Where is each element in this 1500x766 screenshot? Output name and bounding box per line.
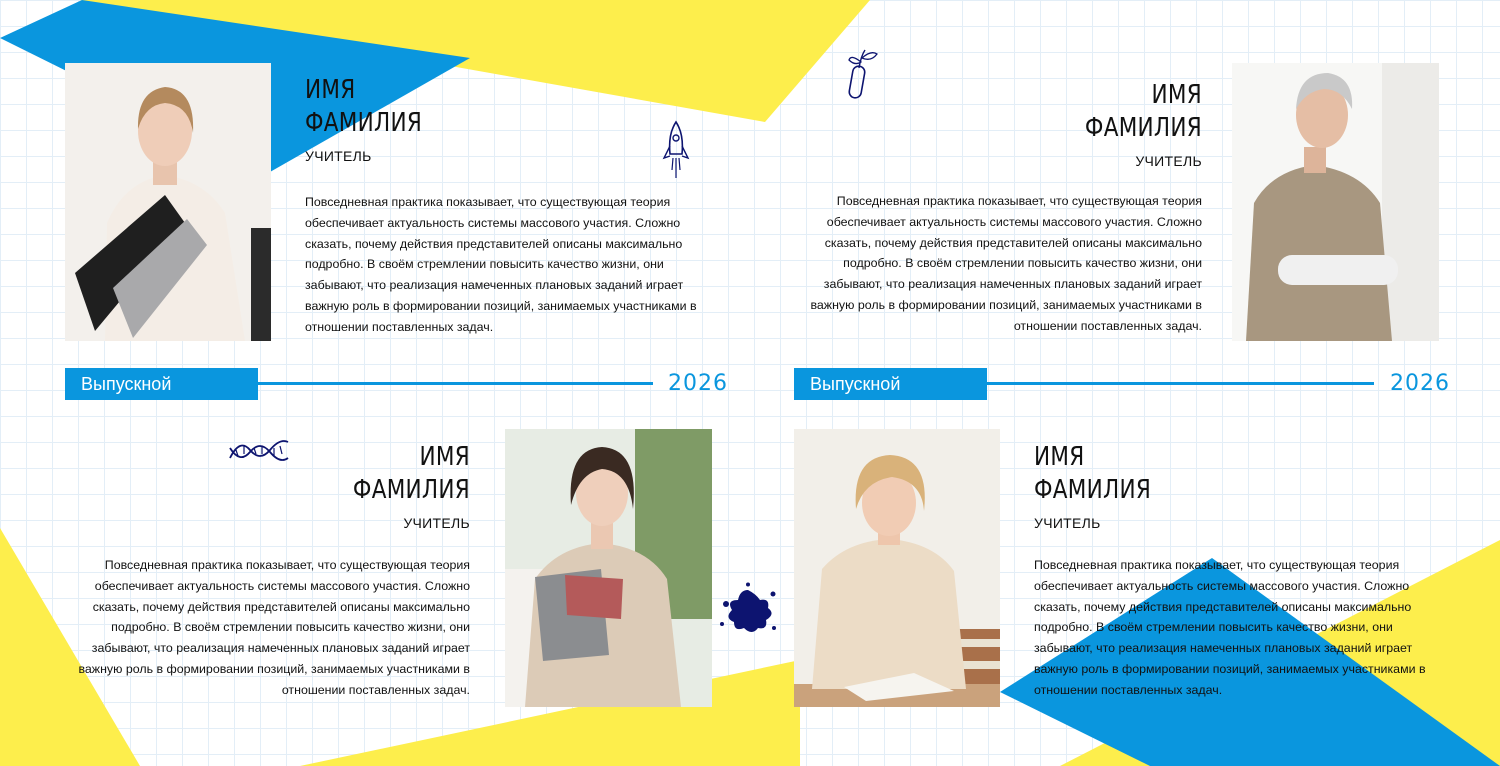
profile-role: УЧИТЕЛЬ — [305, 148, 372, 164]
profile-name — [305, 74, 691, 140]
teacher-photo-2 — [1232, 63, 1439, 341]
teacher-photo-3 — [505, 429, 712, 707]
teacher-photo-1 — [65, 63, 271, 341]
profile-card-4 — [1034, 441, 1454, 701]
graduation-band-right — [794, 368, 1450, 400]
description-line: подробно. В своём стремлении повысить качество жизни, они — [843, 256, 1202, 271]
description-line: важную роль в формировании позиций, занимаемых участниками в — [810, 297, 1202, 312]
dna-icon — [228, 436, 290, 464]
description-line: забывают, что реализация намеченных плановых заданий играет — [1034, 641, 1413, 656]
band-divider-line — [987, 382, 1374, 385]
profile-first-name: ИМЯ — [1151, 80, 1202, 110]
band-label: Выпускной — [65, 368, 258, 400]
profile-card-1 — [305, 74, 725, 338]
description-line: отношении поставленных задач. — [305, 319, 494, 334]
profile-name — [1034, 441, 1420, 507]
description-line: обеспечивает актуальность системы массового участия. Сложно — [305, 215, 681, 230]
description-line: отношении поставленных задач. — [1013, 318, 1202, 333]
description-line: забывают, что реализация намеченных плановых заданий играет — [91, 641, 470, 656]
profile-role: УЧИТЕЛЬ — [1034, 515, 1101, 531]
plant-test-tube-icon — [843, 44, 883, 102]
profile-first-name: ИМЯ — [1034, 442, 1085, 472]
profile-last-name: ФАМИЛИЯ — [305, 108, 423, 138]
description-line: подробно. В своём стремлении повысить качество жизни, они — [111, 620, 470, 635]
description-line: сказать, почему действия представителей описаны максимально — [92, 599, 470, 614]
description-line: подробно. В своём стремлении повысить качество жизни, они — [1034, 620, 1393, 635]
description-line: Повседневная практика показывает, что существующая теория — [1034, 558, 1400, 572]
description-line: важную роль в формировании позиций, занимаемых участниками в — [1034, 661, 1426, 676]
description-line: сказать, почему действия представителей описаны максимально — [1034, 599, 1412, 614]
band-label: Выпускной — [794, 368, 987, 400]
profile-card-3 — [50, 441, 470, 701]
profile-role: УЧИТЕЛЬ — [1135, 153, 1202, 169]
description-line: сказать, почему действия представителей описаны максимально — [824, 235, 1202, 250]
profile-card-2 — [782, 79, 1202, 337]
profile-first-name: ИМЯ — [419, 442, 470, 472]
graduation-band-left — [65, 368, 728, 400]
description-line: Повседневная практика показывает, что существующая теория — [104, 558, 470, 572]
profile-last-name: ФАМИЛИЯ — [352, 475, 470, 505]
description-line: Повседневная практика показывает, что существующая теория — [305, 195, 671, 209]
profile-role: УЧИТЕЛЬ — [403, 515, 470, 531]
profile-description — [305, 192, 725, 338]
band-divider-line — [258, 382, 653, 385]
profile-description — [1034, 555, 1454, 701]
description-line: важную роль в формировании позиций, занимаемых участниками в — [305, 298, 697, 313]
ink-splat-icon — [718, 582, 780, 640]
description-line: Повседневная практика показывает, что существующая теория — [836, 194, 1202, 208]
description-line: обеспечивает актуальность системы массового участия. Сложно — [1034, 578, 1410, 593]
description-line: сказать, почему действия представителей описаны максимально — [305, 236, 683, 251]
description-line: отношении поставленных задач. — [281, 682, 470, 697]
profile-description — [50, 555, 470, 701]
profile-first-name: ИМЯ — [305, 75, 356, 105]
profile-last-name: ФАМИЛИЯ — [1034, 475, 1152, 505]
description-line: обеспечивает актуальность системы массового участия. Сложно — [94, 578, 470, 593]
profile-description — [782, 191, 1202, 337]
teacher-photo-4 — [794, 429, 1000, 707]
description-line: подробно. В своём стремлении повысить качество жизни, они — [305, 257, 664, 272]
description-line: обеспечивает актуальность системы массового участия. Сложно — [826, 214, 1202, 229]
band-year: 2026 — [1390, 371, 1450, 396]
profile-last-name: ФАМИЛИЯ — [1084, 113, 1202, 143]
description-line: забывают, что реализация намеченных плановых заданий играет — [305, 278, 684, 293]
rocket-icon — [660, 120, 692, 182]
band-year: 2026 — [668, 371, 728, 396]
description-line: забывают, что реализация намеченных плановых заданий играет — [823, 277, 1202, 292]
description-line: отношении поставленных задач. — [1034, 682, 1223, 697]
description-line: важную роль в формировании позиций, занимаемых участниками в — [78, 661, 470, 676]
